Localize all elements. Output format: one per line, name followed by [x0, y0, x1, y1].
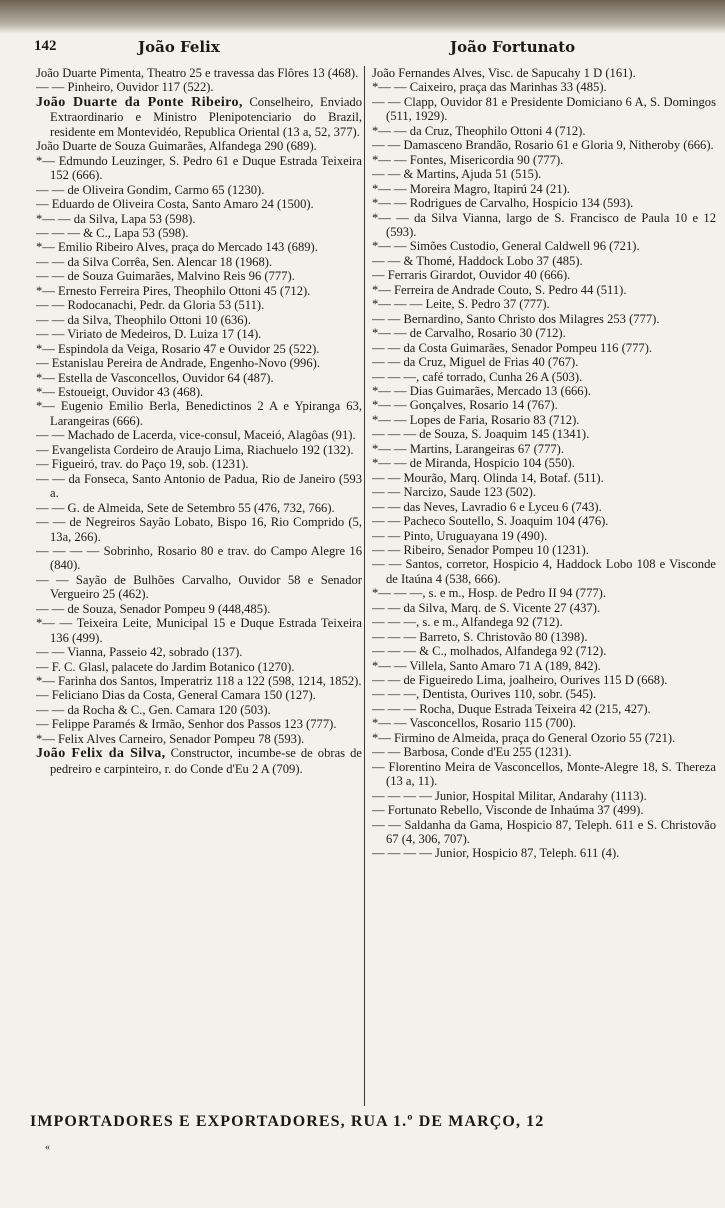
directory-columns [36, 66, 716, 1106]
entry-text: — — Saldanha da Gama, Hospicio 87, Teleph. 611 e S. Christovão 67 (4, 306, 707). [372, 817, 716, 847]
directory-entry [36, 472, 362, 501]
entry-text: — Eduardo de Oliveira Costa, Santo Amaro 24 (1500). [36, 197, 314, 212]
directory-entry [36, 66, 362, 80]
entry-text: — — — — Junior, Hospital Militar, Andarahy (1113). [372, 788, 647, 803]
entry-text: — — Sayão de Bulhões Carvalho, Ouvidor 58 e Senador Vergueiro 25 (462). [36, 572, 362, 602]
directory-entry [36, 703, 362, 717]
entry-text: — — da Silva, Marq. de S. Vicente 27 (437). [372, 600, 601, 615]
directory-entry [372, 601, 716, 615]
entry-text: — — da Rocha & C., Gen. Camara 120 (503). [36, 702, 271, 717]
directory-entry [36, 544, 362, 573]
directory-entry [36, 313, 362, 327]
directory-entry [372, 66, 716, 80]
directory-entry [36, 746, 362, 776]
entry-text: *— — —, s. e m., Hosp. de Pedro II 94 (777). [372, 586, 607, 601]
directory-entry [36, 154, 362, 183]
footer-banner: IMPORTADORES E EXPORTADORES, RUA 1.º DE MARÇO, 12 [30, 1113, 545, 1130]
entry-text: *— Estoueigt, Ouvidor 43 (468). [36, 384, 204, 399]
left-column [36, 66, 362, 1106]
entry-text: — — da Cruz, Miguel de Frias 40 (767). [372, 355, 579, 370]
entry-text: — — Pacheco Soutello, S. Joaquim 104 (476). [372, 514, 609, 529]
directory-entry [36, 212, 362, 226]
directory-entry [36, 501, 362, 515]
directory-entry [36, 197, 362, 211]
directory-entry [372, 370, 716, 384]
entry-text: — — Machado de Lacerda, vice-consul, Maceió, Alagôas (91). [36, 428, 356, 443]
directory-entry [372, 702, 716, 716]
entry-text: *— — Rodrigues de Carvalho, Hospicio 134 (593). [372, 196, 634, 211]
directory-entry [36, 660, 362, 674]
entry-text: — — de Negreiros Sayão Lobato, Bispo 16, Rio Comprido (5, 13a, 266). [36, 515, 362, 544]
running-header [30, 38, 695, 64]
directory-entry [372, 297, 716, 311]
directory-entry [372, 268, 716, 282]
entry-text: — — — Barreto, S. Christovão 80 (1398). [372, 629, 588, 644]
directory-entry [36, 183, 362, 197]
directory-entry [372, 818, 716, 847]
entry-text: — — Vianna, Passeio 42, sobrado (137). [36, 645, 243, 660]
entry-text: — — Bernardino, Santo Christo dos Milagres 253 (777). [372, 311, 660, 326]
entry-text: *— — Vasconcellos, Rosario 115 (700). [372, 716, 576, 731]
directory-entry [36, 356, 362, 370]
directory-entry [372, 529, 716, 543]
directory-entry [372, 673, 716, 687]
entry-text: *— Ferreira de Andrade Couto, S. Pedro 44 (511). [372, 282, 627, 297]
entry-text: — — Narcizo, Saude 123 (502). [372, 485, 537, 500]
entry-text: *— Felix Alves Carneiro, Senador Pompeu 78 (593). [36, 731, 305, 746]
entry-text: — — da Silva, Theophilo Ottoni 10 (636). [36, 312, 251, 327]
directory-entry [36, 269, 362, 283]
entry-text: *— — de Carvalho, Rosario 30 (712). [372, 326, 566, 341]
directory-entry [372, 167, 716, 181]
directory-entry [36, 139, 362, 153]
directory-entry [372, 745, 716, 759]
entry-text: *— — de Miranda, Hospicio 104 (550). [372, 456, 575, 471]
directory-entry [372, 80, 716, 94]
directory-entry [372, 442, 716, 456]
directory-entry [372, 630, 716, 644]
directory-entry [372, 615, 716, 629]
entry-text: — — & Martins, Ajuda 51 (515). [372, 167, 542, 182]
directory-entry [372, 355, 716, 369]
directory-entry [36, 616, 362, 645]
entry-text: — — das Neves, Lavradio 6 e Lyceu 6 (743). [372, 499, 602, 514]
entry-text: — — Pinto, Uruguayana 19 (490). [372, 528, 548, 543]
directory-entry [372, 716, 716, 730]
directory-entry [372, 659, 716, 673]
entry-text: *— — da Silva Vianna, largo de S. Francisco de Paula 10 e 12 (593). [372, 210, 716, 239]
entry-text: — F. C. Glasl, palacete do Jardim Botanico (1270). [36, 659, 295, 674]
directory-entry [372, 182, 716, 196]
directory-entry [36, 717, 362, 731]
directory-entry [372, 803, 716, 817]
right-column [372, 66, 716, 1106]
directory-entry [36, 226, 362, 240]
directory-entry [372, 211, 716, 240]
directory-entry [36, 95, 362, 139]
directory-entry [372, 500, 716, 514]
directory-entry [372, 471, 716, 485]
entry-text: *— — Martins, Larangeiras 67 (777). [372, 441, 565, 456]
entry-text: — — da Fonseca, Santo Antonio de Padua, Rio de Janeiro (593 a. [36, 471, 362, 501]
entry-text: *— — Caixeiro, praça das Marinhas 33 (485). [372, 80, 607, 95]
directory-entry [372, 543, 716, 557]
entry-text: *— — Teixeira Leite, Municipal 15 e Duque Estrada Teixeira 136 (499). [36, 616, 362, 645]
entry-text: — — — — Junior, Hospicio 87, Teleph. 611 (4). [372, 846, 620, 861]
entry-text: — — — de Souza, S. Joaquim 145 (1341). [372, 427, 590, 442]
directory-entry [372, 326, 716, 340]
left-running-title: João Felix [138, 38, 220, 56]
directory-entry [372, 341, 716, 355]
entry-text: *— — Villela, Santo Amaro 71 A (189, 842). [372, 658, 601, 673]
directory-entry [372, 239, 716, 253]
entry-text: — Felippe Paramés & Irmão, Senhor dos Passos 123 (777). [36, 717, 337, 732]
entry-text: *— Espindola da Veiga, Rosario 47 e Ouvidor 25 (522). [36, 341, 320, 356]
entry-text: *— — Lopes de Faria, Rosario 83 (712). [372, 412, 580, 427]
entry-text: — — Santos, corretor, Hospicio 4, Haddock Lobo 108 e Visconde de Itaúna 4 (538, 666). [372, 557, 716, 586]
directory-entry [36, 443, 362, 457]
entry-text: — — de Figueiredo Lima, joalheiro, Ourives 115 D (668). [372, 673, 668, 688]
entry-text: Constructor, incumbe-se de obras de pedreiro e carpinteiro, r. do Conde d'Eu 2 A (709). [50, 746, 362, 776]
directory-entry [372, 283, 716, 297]
entry-text: *— Estella de Vasconcellos, Ouvidor 64 (487). [36, 370, 274, 385]
entry-text: — — G. de Almeida, Sete de Setembro 55 (476, 732, 766). [36, 500, 335, 515]
entry-text: *— Eugenio Emilio Berla, Benedictinos 2 A e Ypiranga 63, Larangeiras (666). [36, 399, 362, 428]
entry-text: — — de Souza, Senador Pompeu 9 (448,485). [36, 601, 271, 616]
directory-entry [36, 327, 362, 341]
directory-entry [36, 342, 362, 356]
directory-entry [36, 385, 362, 399]
directory-entry [36, 573, 362, 602]
directory-entry [36, 428, 362, 442]
entry-text: — — —, Dentista, Ourives 110, sobr. (545). [372, 687, 597, 702]
entry-text: João Duarte Pimenta, Theatro 25 e travessa das Flôres 13 (468). [36, 66, 359, 80]
directory-entry [36, 515, 362, 544]
directory-entry [372, 254, 716, 268]
entry-text: *— Emilio Ribeiro Alves, praça do Mercado 143 (689). [36, 240, 318, 255]
directory-entry [36, 688, 362, 702]
entry-text: — — — — Sobrinho, Rosario 80 e trav. do Campo Alegre 16 (840). [36, 543, 362, 573]
right-running-title: João Fortunato [450, 38, 576, 56]
entry-text: — — — & C., Lapa 53 (598). [36, 225, 189, 240]
entry-text: João Duarte de Souza Guimarães, Alfandega 290 (689). [36, 139, 317, 154]
directory-entry [36, 298, 362, 312]
directory-entry [36, 80, 362, 94]
directory-entry [372, 384, 716, 398]
directory-entry [372, 124, 716, 138]
directory-entry [36, 371, 362, 385]
entry-name: João Felix da Silva, [36, 746, 166, 762]
entry-text: — — — Rocha, Duque Estrada Teixeira 42 (215, 427). [372, 701, 651, 716]
entry-text: *— — Moreira Magro, Itapirú 24 (21). [372, 181, 570, 196]
column-divider [364, 66, 365, 1106]
directory-entry [36, 457, 362, 471]
entry-text: *— — da Cruz, Theophilo Ottoni 4 (712). [372, 123, 586, 138]
entry-text: — — Pinheiro, Ouvidor 117 (522). [36, 80, 214, 95]
entry-text: — Feliciano Dias da Costa, General Camara 150 (127). [36, 688, 316, 703]
directory-entry [372, 514, 716, 528]
directory-entry [36, 732, 362, 746]
entry-text: — Figueiró, trav. do Paço 19, sob. (1231). [36, 457, 249, 472]
entry-text: — — Barbosa, Conde d'Eu 255 (1231). [372, 745, 572, 760]
directory-entry [36, 284, 362, 298]
entry-text: Conselheiro, Enviado Extraordinario e Ministro Plenipotenciario do Brazil, residente em Montevidéo, Republica Oriental (13 a, 52, 377). [50, 94, 362, 139]
entry-text: — — & Thomé, Haddock Lobo 37 (485). [372, 253, 583, 268]
directory-entry [372, 485, 716, 499]
directory-entry [36, 645, 362, 659]
entry-text: — Evangelista Cordeiro de Araujo Lima, Riachuelo 192 (132). [36, 442, 354, 457]
entry-text: João Fernandes Alves, Visc. de Sapucahy 1 D (161). [372, 66, 636, 80]
directory-entry [372, 760, 716, 789]
page-number: 142 [34, 38, 57, 54]
entry-text: — — da Costa Guimarães, Senador Pompeu 116 (777). [372, 340, 653, 355]
directory-entry [372, 586, 716, 600]
corner-mark: « [45, 1142, 50, 1153]
directory-entry [36, 674, 362, 688]
entry-text: — — Damasceno Brandão, Rosario 61 e Gloria 9, Nitheroby (666). [372, 138, 714, 153]
directory-entry [372, 789, 716, 803]
directory-entry [372, 846, 716, 860]
directory-entry [372, 312, 716, 326]
directory-entry [36, 399, 362, 428]
entry-text: — — —, café torrado, Cunha 26 A (503). [372, 369, 583, 384]
entry-text: — — da Silva Corrêa, Sen. Alencar 18 (1968). [36, 254, 273, 269]
entry-text: — — —, s. e m., Alfandega 92 (712). [372, 615, 563, 630]
entry-text: — — Rodocanachi, Pedr. da Gloria 53 (511). [36, 298, 265, 313]
entry-text: *— Firmino de Almeida, praça do General Ozorio 55 (721). [372, 730, 676, 745]
directory-entry [36, 240, 362, 254]
entry-text: *— — — Leite, S. Pedro 37 (777). [372, 297, 550, 312]
entry-text: — — — & C., molhados, Alfandega 92 (712). [372, 644, 607, 659]
entry-text: *— — Simões Custodio, General Caldwell 96 (721). [372, 239, 640, 254]
directory-entry [372, 95, 716, 124]
entry-text: — Florentino Meira de Vasconcellos, Monte-Alegre 18, S. Thereza (13 a, 11). [372, 759, 716, 789]
entry-text: — — de Oliveira Gondim, Carmo 65 (1230). [36, 182, 265, 197]
directory-entry [372, 731, 716, 745]
entry-text: *— Edmundo Leuzinger, S. Pedro 61 e Duque Estrada Teixeira 152 (666). [36, 153, 362, 183]
entry-text: — — Mourão, Marq. Olinda 14, Botaf. (511). [372, 470, 604, 485]
entry-text: — — de Souza Guimarães, Malvino Reis 96 (777). [36, 269, 295, 284]
entry-text: *— Ernesto Ferreira Pires, Theophilo Ottoni 45 (712). [36, 283, 311, 298]
entry-text: — — Viriato de Medeiros, D. Luiza 17 (14). [36, 327, 262, 342]
directory-entry [372, 398, 716, 412]
directory-entry [372, 153, 716, 167]
entry-name: João Duarte da Ponte Ribeiro, [36, 94, 243, 110]
entry-text: *— — Fontes, Misericordia 90 (777). [372, 152, 564, 167]
directory-entry [36, 602, 362, 616]
directory-entry [36, 255, 362, 269]
directory-entry [372, 138, 716, 152]
directory-entry [372, 644, 716, 658]
directory-entry [372, 687, 716, 701]
directory-entry [372, 413, 716, 427]
entry-text: — Estanislau Pereira de Andrade, Engenho-Novo (996). [36, 356, 320, 371]
entry-text: *— — da Silva, Lapa 53 (598). [36, 211, 196, 226]
entry-text: *— — Gonçalves, Rosario 14 (767). [372, 398, 558, 413]
entry-text: *— — Dias Guimarães, Mercado 13 (666). [372, 383, 591, 398]
entry-text: — — Clapp, Ouvidor 81 e Presidente Domiciano 6 A, S. Domingos (511, 1929). [372, 94, 716, 124]
entry-text: *— Farinha dos Santos, Imperatriz 118 a 122 (598, 1214, 1852). [36, 674, 362, 689]
entry-text: — Ferraris Girardot, Ouvidor 40 (666). [372, 268, 571, 283]
entry-text: — Fortunato Rebello, Visconde de Inhaúma 37 (499). [372, 803, 644, 818]
directory-entry [372, 196, 716, 210]
entry-text: — — Ribeiro, Senador Pompeu 10 (1231). [372, 542, 589, 557]
directory-entry [372, 427, 716, 441]
directory-entry [372, 557, 716, 586]
scan-edge [0, 0, 725, 34]
directory-entry [372, 456, 716, 470]
